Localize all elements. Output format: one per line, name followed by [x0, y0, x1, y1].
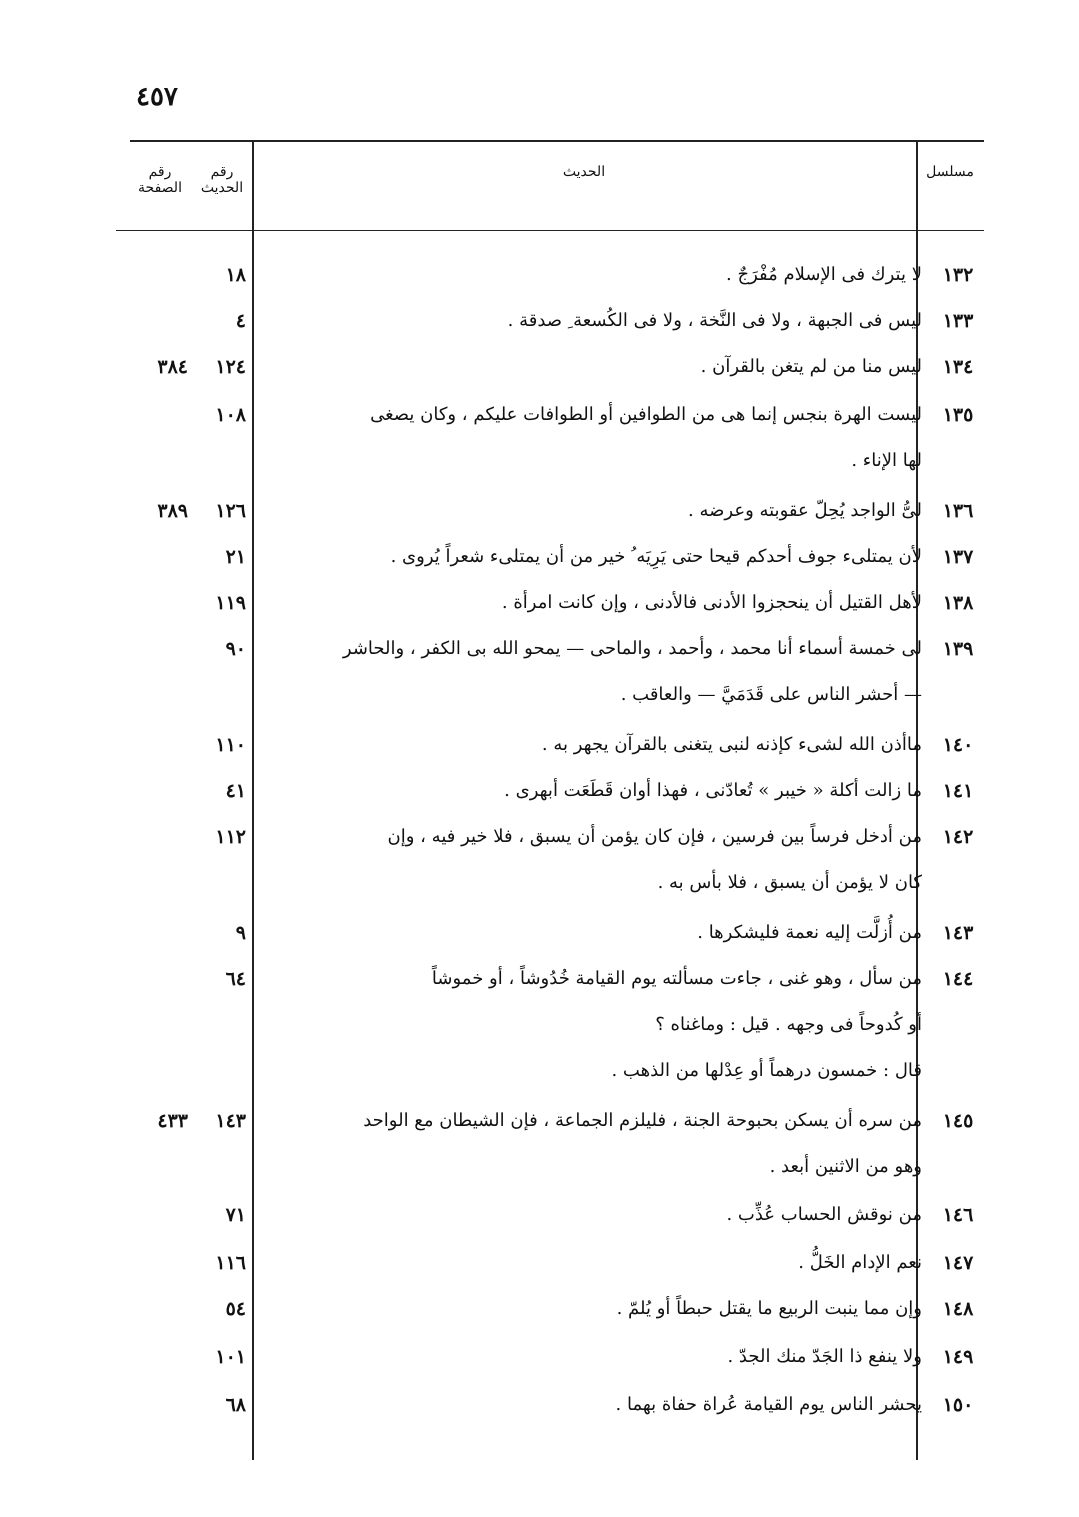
hadith-text — [267, 580, 922, 626]
hadith-line: من سأل ، وهو غنى ، جاءت مسألته يوم القيامة خُدُوشاً ، أو خموشاً — [431, 968, 922, 989]
row-serial-number: ١٣٥ — [942, 404, 974, 426]
hadith-number: ١١٢ — [215, 826, 246, 848]
row-serial-number: ١٣٣ — [942, 310, 974, 332]
page-number: ٤٥٧ — [136, 82, 178, 112]
row-serial-number: ١٣٤ — [942, 356, 974, 378]
hadith-line: لأن يمتلىء جوف أحدكم قيحا حتى يَرِيَه ُ خير من أن يمتلىء شعراً يُروى . — [390, 546, 922, 567]
hadith-text — [267, 626, 922, 718]
hadith-line: لىُّ الواجد يُحِلّ عقوبته وعرضه . — [688, 500, 922, 521]
hadith-number: ٥٤ — [225, 1298, 246, 1320]
hadith-text — [267, 1098, 922, 1190]
hadith-text — [267, 1334, 922, 1380]
row-serial-number: ١٥٠ — [942, 1394, 974, 1416]
hadith-line: من أُزلَّت إليه نعمة فليشكرها . — [697, 922, 922, 943]
hadith-number: ٤١ — [225, 780, 246, 802]
hadith-line: لا يترك فى الإسلام مُفْرَجٌ . — [726, 264, 922, 285]
hadith-text — [267, 488, 922, 534]
hadith-number: ٦٨ — [225, 1394, 246, 1416]
row-serial-number: ١٤٣ — [942, 922, 974, 944]
hadith-text — [267, 956, 922, 1094]
hadith-text — [267, 252, 922, 298]
hadith-line: لى خمسة أسماء أنا محمد ، وأحمد ، والماحى — يمحو الله بى الكفر ، والحاشر — [342, 638, 922, 659]
row-serial-number: ١٣٧ — [942, 546, 974, 568]
hadith-text — [267, 298, 922, 344]
row-serial-number: ١٣٢ — [942, 264, 974, 286]
hadith-number: ١١٩ — [215, 592, 246, 614]
row-serial-number: ١٤٠ — [942, 734, 974, 756]
row-serial-number: ١٣٦ — [942, 500, 974, 522]
hadith-line: ليست الهرة بنجس إنما هى من الطوافين أو الطوافات عليكم ، وكان يصغى — [370, 404, 922, 425]
hadith-text — [267, 1240, 922, 1286]
hadith-number: ٧١ — [225, 1204, 246, 1226]
hadith-line: قال : خمسون درهماً أو عِدْلها من الذهب . — [611, 1060, 922, 1081]
hadith-number: ١٠٨ — [215, 404, 246, 426]
hadith-number: ٩٠ — [225, 638, 246, 660]
hadith-number: ١٤٣ — [215, 1110, 246, 1132]
row-serial-number: ١٤٢ — [942, 826, 974, 848]
hadith-line: لأهل القتيل أن ينحجزوا الأدنى فالأدنى ، وإن كانت امرأة . — [501, 592, 922, 613]
row-serial-number: ١٤٥ — [942, 1110, 974, 1132]
hadith-line: من سره أن يسكن بحبوحة الجنة ، فليلزم الجماعة ، فإن الشيطان مع الواحد — [363, 1110, 922, 1131]
hadith-line: لها الإناء . — [851, 450, 922, 471]
hadith-number: ٤ — [235, 310, 246, 332]
row-serial-number: ١٤٧ — [942, 1252, 974, 1274]
hadith-line: نعم الإدام الخَلُّ . — [798, 1252, 922, 1273]
hadith-number: ١٨ — [225, 264, 246, 286]
hadith-number: ٢١ — [225, 546, 246, 568]
header-seq: مسلسل — [926, 164, 974, 180]
hadith-index-table — [116, 140, 984, 1460]
hadith-line: يحشر الناس يوم القيامة عُراة حفاة بهما . — [615, 1394, 922, 1415]
hadith-number: ١٠١ — [215, 1346, 246, 1368]
hadith-line: — أحشر الناس على قَدَمَيَّ — والعاقب . — [620, 684, 922, 705]
hadith-text — [267, 768, 922, 814]
hadith-text — [267, 1192, 922, 1238]
page-reference: ٣٨٤ — [157, 356, 188, 378]
hadith-line: من نوقش الحساب عُذِّب . — [726, 1204, 922, 1225]
page-reference: ٣٨٩ — [157, 500, 188, 522]
row-serial-number: ١٤٤ — [942, 968, 974, 990]
header-hadith: الحديث — [562, 164, 606, 180]
header-hadith-number: رقم الحديث — [200, 164, 244, 196]
hadith-line: ماأذن الله لشىء كإذنه لنبى يتغنى بالقرآن يجهر به . — [541, 734, 922, 755]
hadith-number: ١٢٦ — [215, 500, 246, 522]
hadith-text — [267, 344, 922, 390]
hadith-line: ليس فى الجبهة ، ولا فى النَّخة ، ولا فى الكُسعة ِ صدقة . — [507, 310, 922, 331]
hadith-number: ٩ — [235, 922, 246, 944]
hadith-line: ليس منا من لم يتغن بالقرآن . — [700, 356, 922, 377]
hadith-text — [267, 1286, 922, 1332]
row-serial-number: ١٣٩ — [942, 638, 974, 660]
hadith-line: وهو من الاثنين أبعد . — [769, 1156, 922, 1177]
table-top-rule — [130, 140, 984, 142]
hadith-text — [267, 910, 922, 956]
hadith-number: ١٢٤ — [215, 356, 246, 378]
row-serial-number: ١٤٨ — [942, 1298, 974, 1320]
hadith-text — [267, 1382, 922, 1428]
hadith-line: وإن مما ينبت الربيع ما يقتل حبطاً أو يُلمّ . — [616, 1298, 922, 1319]
hadith-line: أو كُدوحاً فى وجهه . قيل : وماغناه ؟ — [655, 1014, 922, 1035]
header-rule — [116, 230, 984, 231]
hadith-line: كان لا يؤمن أن يسبق ، فلا بأس به . — [657, 872, 922, 893]
row-serial-number: ١٤٩ — [942, 1346, 974, 1368]
hadith-text — [267, 534, 922, 580]
row-serial-number: ١٣٨ — [942, 592, 974, 614]
row-serial-number: ١٤١ — [942, 780, 974, 802]
page-reference: ٤٣٣ — [157, 1110, 188, 1132]
hadith-line: ما زالت أكلة « خيبر » تُعادّنى ، فهذا أوان قَطَعَت أبهرى . — [504, 780, 922, 801]
hadith-text — [267, 722, 922, 768]
hadith-line: ولا ينفع ذا الجَدّ منك الجدّ . — [727, 1346, 922, 1367]
row-serial-number: ١٤٦ — [942, 1204, 974, 1226]
hadith-number: ٦٤ — [225, 968, 246, 990]
hadith-text — [267, 814, 922, 906]
hadith-number: ١١٠ — [215, 734, 246, 756]
header-page-number: رقم الصفحة — [138, 164, 182, 196]
hadith-text — [267, 392, 922, 484]
hadith-number: ١١٦ — [215, 1252, 246, 1274]
hadith-line: من أدخل فرساً بين فرسين ، فإن كان يؤمن أن يسبق ، فلا خير فيه ، وإن — [387, 826, 922, 847]
column-divider — [252, 140, 254, 1460]
